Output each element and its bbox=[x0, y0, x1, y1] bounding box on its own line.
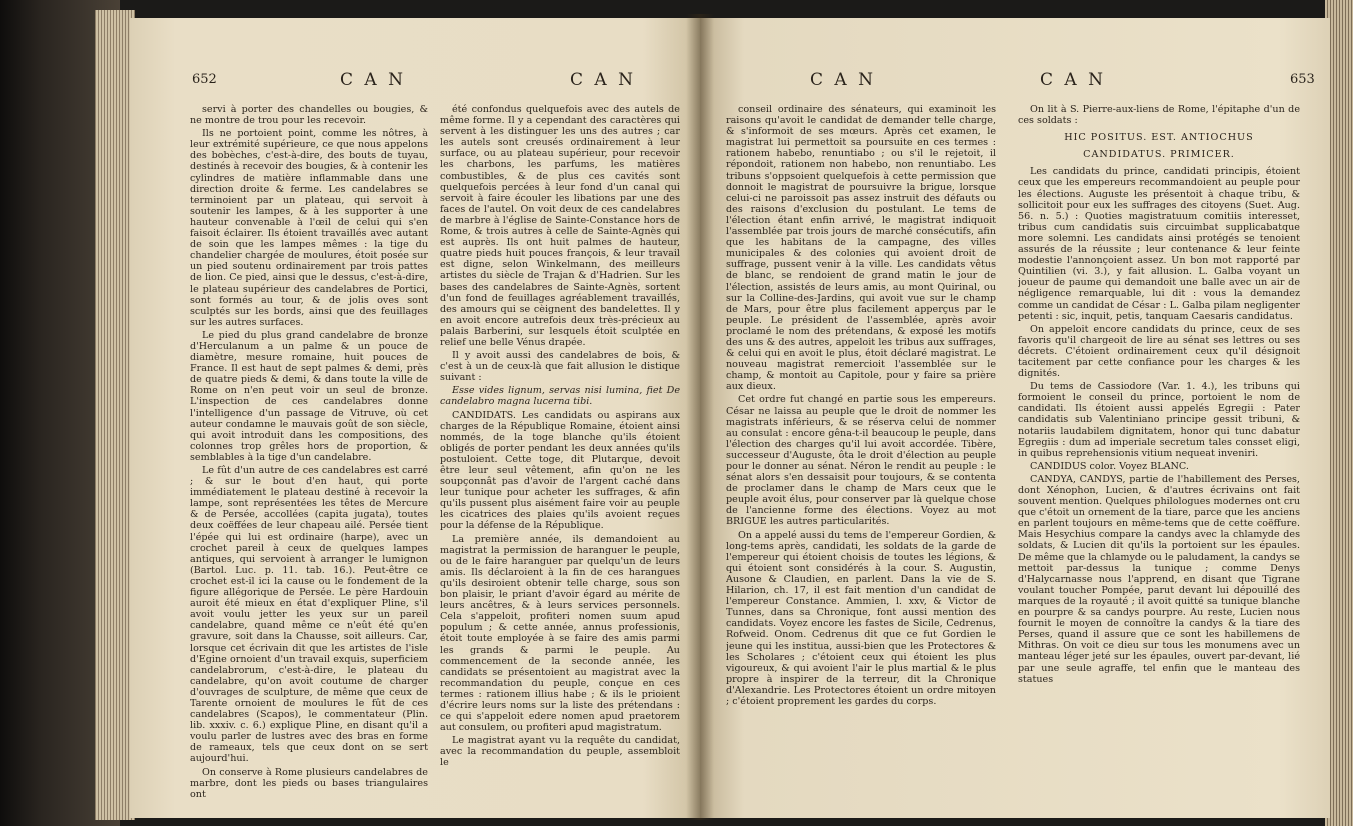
paragraph: conseil ordinaire des sénateurs, qui examinoit les raisons qu'avoit le candidat de demander telle charge, & s'informoit de ses mœurs. Après cet examen, le magistrat lui permettoit sa poursuite en ces termes : rationem habebo, renuntiabo ; ou s'il le rejetoit, il répondoit, rationem non habebo, non renuntiabo. Les tribuns s'oppsoient quelquefois à cette permission que donnoit le magistrat de poursuivre la brigue, lorsque celui-ci ne paroissoit pas assez instruit des défauts ou des raisons d'exclusion du postulant. Le tems de l'élection étant enfin arrivé, le magistrat indiquoit l'assemblée par trois jours de marché consécutifs, afin que les habitans de la campagne, des villes municipales & des colonies qui avoient droit de suffrage, pussent venir à la ville. Les candidats vêtus de blanc, se rendoient de grand matin le jour de l'élection, assistés de leurs amis, au mont Quirinal, ou sur la Colline-des-Jardins, qui avoit vue sur le champ de Mars, pour être plus facilement apperçus par le peuple. Le président de l'assemblée, après avoir proclamé le nom des prétendans, & exposé les motifs des uns & des autres, appeloit les tribus aux suffrages, & celui qui en avoit le plus, étoit déclaré magistrat. Le nouveau magistrat remercioit l'assemblée sur le champ, & montoit au Capitole, pour y faire sa prière aux dieux. bbox=[726, 104, 996, 393]
paragraph: On lit à S. Pierre-aux-liens de Rome, l'épitaphe d'un de ces soldats : bbox=[1018, 104, 1300, 127]
running-header-right: C A N bbox=[570, 70, 636, 90]
text-column-1 bbox=[190, 104, 428, 804]
running-header-right: C A N bbox=[1040, 70, 1106, 90]
page-edges-left bbox=[95, 10, 135, 820]
paragraph: Ils ne portoient point, comme les nôtres, à leur extrémité supérieure, ce que nous appelons des bobèches, c'est-à-dire, des bouts de tuyau, destinés à recevoir des bougies, & à contenir les cylindres de matière inflammable dans une direction droite & ferme. Les candelabres se terminoient par un plateau, qui servoit à soutenir les lampes, & à les supporter à une hauteur convenable à l'œil de celui qui s'en faisoit éclairer. Ils étoient travaillés avec autant de soin que les lampes mêmes : la tige du chandelier chargée de moulures, étoit posée sur un pied soutenu ordinairement par trois pattes de lion. Ce pied, ainsi que le dessus, c'est-à-dire, le plateau supérieur des candelabres de Portici, sont formés au tour, & de jolis oves sont sculptés sur les bords, ainsi que des feuillages sur les autres surfaces. bbox=[190, 128, 428, 328]
running-header-left: C A N bbox=[340, 70, 406, 90]
epitaph-line: HIC POSITUS. EST. ANTIOCHUS bbox=[1064, 132, 1254, 144]
paragraph: On a appelé aussi du tems de l'empereur Gordien, & long-tems après, candidati, les soldats de la garde de l'empereur qui étoient choisis de toutes les légions, & qui étoient sont considérés à la cour. S. Augustin, Ausone & Claudien, en parlent. Dans la vie de S. Hilarion, ch. 17, il est fait mention d'un candidat de l'empereur Constance. Ammien, l. xxv, & Victor de Tunnes, dans sa Chronique, font aussi mention des candidats. Voyez encore les fastes de Sicile, Cedrenus, Rofweid. Onom. Cedrenus dit que ce fut Gordien le jeune qui les institua, aussi-bien que les Protectores & les Scholares ; c'étoient ceux qui étoient les plus vigoureux, & qui avoient l'air le plus martial & le plus propre à inspirer de la terreur, dit la Chronique d'Alexandrie. Les Protectores étoient un ordre mitoyen ; c'étoient proprement les gardes du corps. bbox=[726, 529, 996, 707]
text-column-2 bbox=[1018, 104, 1300, 804]
paragraph: Du tems de Cassiodore (Var. 1. 4.), les tribuns qui formoient le conseil du prince, portoient le nom de candidati. Ils étoient aussi appelés Egregii : Pater candidatis sub Valentiniano principe gessit tribuni, & notariis laudabilem dignitatem, honor qui tunc dabatur Egregiis : dum ad imperiale secretum tales consset eligi, in quibus reprehensionis vitium nequeat inveniri. bbox=[1018, 381, 1300, 459]
book-gutter bbox=[686, 14, 714, 820]
verse: Esse vides lignum, servas nisi lumina, fiet De candelabro magna lucerna tibi. bbox=[440, 385, 680, 408]
text-column-2 bbox=[440, 104, 680, 804]
paragraph: On appeloit encore candidats du prince, ceux de ses favoris qu'il chargeoit de lire au sénat ses lettres ou ses décrets. C'étoient ordinairement ceux qu'il désignoit tacitement par cette confiance pour les charges & les dignités. bbox=[1018, 323, 1300, 380]
paragraph: Il y avoit aussi des candelabres de bois, & c'est à un de ceux-là que fait allusion le distique suivant : bbox=[440, 350, 680, 384]
text-column-1 bbox=[726, 104, 996, 804]
paragraph: La première année, ils demandoient au magistrat la permission de haranguer le peuple, ou de le faire haranguer par quelqu'un de leurs amis. Ils déclaroient à la fin de ces harangues qu'ils desiroient obtenir telle charge, sous son bon plaisir, le priant d'avoir égard au mérite de leurs ancêtres, & à leurs services personnels. Cela s'appeloit, profiteri nomen suum apud populum ; & cette année, annus professionis, étoit toute employée à se faire des amis parmi les grands & parmi le peuple. Au commencement de la seconde année, les candidats se présentoient au magistrat avec la recommandation du peuple, conçue en ces termes : rationem illius habe ; & ils le prioient d'écrire leurs noms sur la liste des prétendans : ce qui s'appeloit edere nomen apud praetorem aut consulem, ou profiteri apud magistratum. bbox=[440, 533, 680, 734]
paragraph: Les candidats du prince, candidati principis, étoient ceux que les empereurs recommandoient au peuple pour les élections. Auguste les présentoit à chaque tribu, & sollicitoit pour eux les suffrages des citoyens (Suet. Aug. 56. n. 5.) : Quoties magistratuum comitiis interesset, tribus cum candidatis suis circuimbat supplicabatque more solemni. Les candidats ainsi protégés se tenoient assurés de la réussite ; leur contenance & leur feinte modestie l'annonçoient assez. Un bon mot rapporté par Quintilien (vi. 3.), y fait allusion. L. Galba voyant un joueur de paume qui demandoit une balle avec un air de négligence remarquable, lui dit : vous la demandez comme un candidat de César : L. Galba pilam negligenter petenti : sic, inquit, petis, tanquam Caesaris candidatus. bbox=[1018, 166, 1300, 322]
paragraph: CANDIDUS color. Voyez BLANC. bbox=[1030, 460, 1189, 472]
paragraph: On conserve à Rome plusieurs candelabres de marbre, dont les pieds ou bases triangulaires ont bbox=[190, 766, 428, 800]
paragraph: Cet ordre fut changé en partie sous les empereurs. César ne laissa au peuple que le droit de nommer les magistrats inférieurs, & se réserva celui de nommer au consulat : encore gêna-t-il beaucoup le peuple, dans l'élection des charges qu'il lui avoit accordée. Tibère, successeur d'Auguste, ôta le droit d'élection au peuple pour le donner au sénat. Néron le rendit au peuple : le sénat alors s'en dessaisit pour toujours, & se contenta de proclamer dans le champ de Mars ceux que le peuple avoit élus, pour conserver par là quelque chose de l'ancienne forme des élections. Voyez au mot BRIGUE les autres particularités. bbox=[726, 394, 996, 528]
paragraph: CANDIDATS. Les candidats ou aspirans aux charges de la République Romaine, étoient ainsi nommés, de la toge blanche qu'ils étoient obligés de porter pendant les deux années qu'ils postuloient. Cette toge, dit Plutarque, devoit être leur seul vêtement, afin qu'on ne les soupçonnât pas d'avoir de l'argent caché dans leur tunique pour acheter les suffrages, & afin qu'ils pussent plus aisément faire voir au peuple les cicatrices des plaies qu'ils avoient reçues pour la défense de la République. bbox=[440, 409, 680, 532]
page-number: 653 bbox=[1290, 72, 1315, 87]
page-number: 652 bbox=[192, 72, 217, 87]
paragraph: CANDYA, CANDYS, partie de l'habillement des Perses, dont Xénophon, Lucien, & d'autres écrivains ont fait souvent mention. Quelques philologues modernes ont cru que c'étoit un ornement de la tiare, parce que les anciens en parlent toujours en même-tems que de cette coëffure. Mais Hesychius compare la candys avec la chlamyde des soldats, & Lucien dit qu'ils la portoient sur les épaules. De même que la chlamyde ou le paludament, la candys se mettoit par-dessus la tunique ; comme Denys d'Halycarnasse nous l'apprend, en disant que Tigrane voulant toucher Pompée, parut devant lui dépouillé des marques de la royauté ; il avoit quitté sa tunique blanche en pourpre & sa candys pourpre. Au reste, Lucien nous fournit le moyen de connoître la candys & la tiare des Perses, quand il assure que ce sont les habillemens de Mithras. On voit ce dieu sur tous les monumens avec un manteau léger jeté sur les épaules, ouvert par-devant, lié par une seule agraffe, tel enfin que le manteau des statues bbox=[1018, 473, 1300, 685]
epitaph-line: CANDIDATUS. PRIMICER. bbox=[1083, 149, 1235, 161]
paragraph: Le magistrat ayant vu la requête du candidat, avec la recommandation du peuple, assembloit le bbox=[440, 735, 680, 769]
running-header-left: C A N bbox=[810, 70, 876, 90]
paragraph: Le pied du plus grand candelabre de bronze d'Herculanum a un palme & un pouce de diamètre, mesure romaine, huit pouces de France. Il est haut de sept palmes & demi, près de quatre pieds & demi, & dans toute la ville de Rome on n'en peut voir un seul de bronze. L'inspection de ces candelabres donne l'intelligence d'un passage de Vitruve, où cet auteur condamne le mauvais goût de son siècle, qui avoit introduit dans les compositions, des colonnes trop grêles hors de proportion, & semblables à la tige d'un candelabre. bbox=[190, 329, 428, 463]
paragraph: été confondus quelquefois avec des autels de même forme. Il y a cependant des caractères qui servent à les distinguer les uns des autres ; car les autels sont creusés ordinairement à leur surface, ou au plateau supérieur, pour recevoir les charbons, les parfums, les matières combustibles, & de plus ces cavités sont quelquefois percées à leur fond d'un canal qui servoit à faire écouler les libations par une des faces de l'autel. On voit deux de ces candelabres de marbre à l'église de Sainte-Constance hors de Rome, & trois autres à celle de Sainte-Agnès qui est auprès. Ils ont huit palmes de hauteur, quatre pieds huit pouces françois, & leur travail est digne, selon Winkelmann, des meilleurs artistes du siècle de Trajan & d'Hadrien. Sur les bases des candelabres de Sainte-Agnès, sortent d'un fond de feuillages agréablement travaillés, des amours qui se cèignent des bandelettes. Il y en avoit encore autrefois deux très-précieux au palais Barberini, sur lesquels étoit sculptée en relief une belle Vénus drapée. bbox=[440, 104, 680, 348]
paragraph: Le fût d'un autre de ces candelabres est carré ; & sur le bout d'en haut, qui porte immédiatement le plateau destiné à recevoir la lampe, sont représentées les têtes de Mercure & de Persée, accollées (capita jugata), toutes deux coëffées de leur chapeau ailé. Persée tient l'épée qui lui est ordinaire (harpe), avec un crochet pareil à ceux de quelques lampes antiques, qui servoient à arranger le lumignon (Bartol. Luc. p. 11. tab. 16.). Peut-être ce crochet est-il ici la cause ou le fondement de la figure allégorique de Persée. Le père Hardouin auroit été mieux en état d'expliquer Pline, s'il avoit voulu jetter les yeux sur un pareil candelabre, quand même ce n'eût été qu'en gravure, soit dans la Chausse, soit ailleurs. Car, lorsque cet écrivain dit que les artistes de l'isle d'Egine ornoient d'un travail exquis, superficiem candelabrorum, c'est-à-dire, le plateau du candelabre, qu'on avoit coutume de charger d'ouvrages de sculpture, de même que ceux de Tarente ornoient de moulures le fût de ces candelabres (Scapos), le commentateur (Plin. lib. xxxiv. c. 6.) explique Pline, en disant qu'il a voulu parler de lustres avec des bras en forme de rameaux, tels que ceux dont on se sert aujourd'hui. bbox=[190, 465, 428, 765]
left-page bbox=[130, 18, 700, 818]
paragraph: servi à porter des chandelles ou bougies, & ne montre de trou pour les recevoir. bbox=[190, 104, 428, 127]
right-page bbox=[700, 18, 1330, 818]
